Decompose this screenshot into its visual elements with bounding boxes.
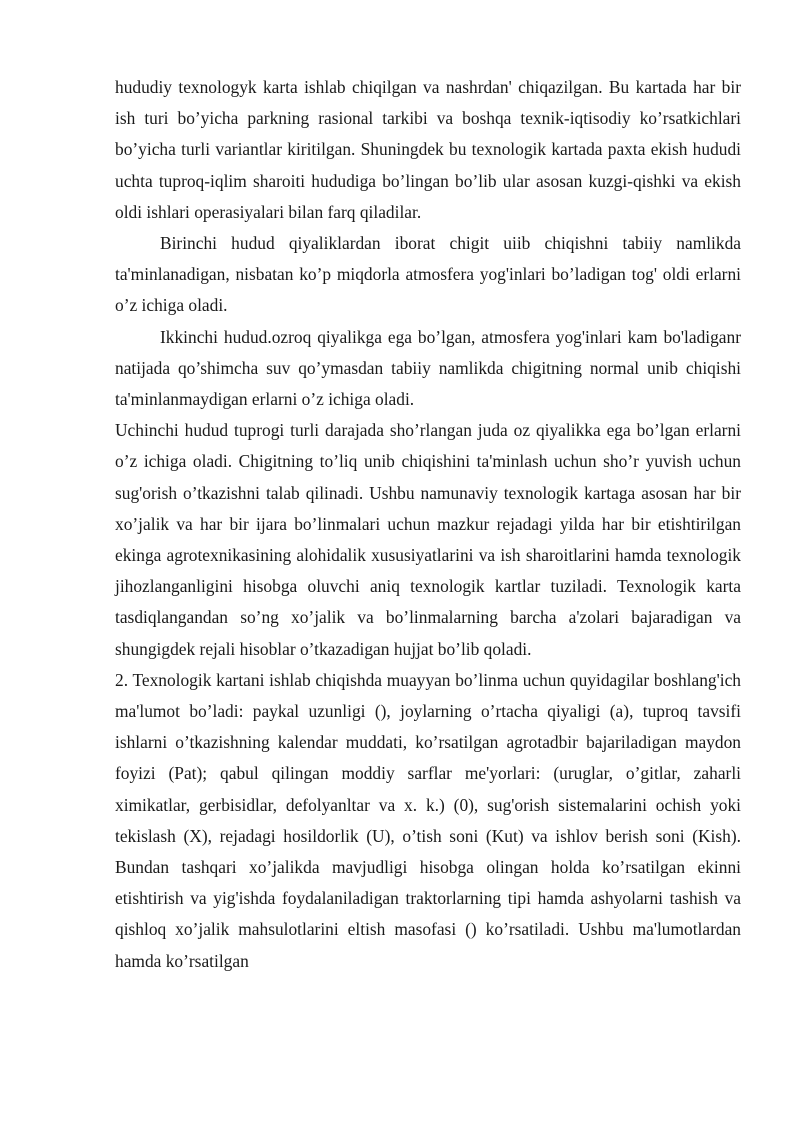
paragraph-third-zone: Uchinchi hudud tuprogi turli darajada sho’rlangan juda oz qiyalikka ega bo’lgan erlarni o’z ichiga oladi. Chigitning to’liq unib chiqishini ta'minlash uchun sho’r yuvish uchun sug'orish o’tkazishni talab qilinadi. Ushbu namunaviy texnologik kartaga asosan har bir xo’jalik va har bir ijara bo’linmalari uchun mazkur rejadagi yilda har bir etishtirilgan ekinga agrotexnikasining alohidalik xususiyatlarini va ish sharoitlarini hamda texnologik jihozlanganligini hisobga oluvchi aniq texnologik kartlar tuziladi. Texnologik karta tasdiqlangandan so’ng xo’jalik va bo’linmalarning barcha a'zolari bajaradigan va shungigdek rejali hisoblar o’tkazadigan hujjat bo’lib qoladi. bbox=[115, 420, 741, 659]
paragraph-intro: hududiy texnologyk karta ishlab chiqilgan va nashrdan' chiqazilgan. Bu kartada har bir ish turi bo’yicha parkning rasional tarkibi va boshqa texnik-iqtisodiy ko’rsatkichlari bo’yicha turli variantlar kiritilgan. Shuningdek bu texnologik kartada paxta ekish hududi uchta tuproq-iqlim sharoiti hududiga bo’lingan bo’lib ular asosan kuzgi-qishki va ekish oldi ishlari operasiyalari bilan farq qiladilar. bbox=[115, 77, 741, 222]
document-page bbox=[115, 72, 741, 977]
paragraph-first-zone: Birinchi hudud qiyaliklardan iborat chigit uiib chiqishni tabiiy namlikda ta'minlanadigan, nisbatan ko’p miqdorla atmosfera yog'inlari bo’ladigan tog' oldi erlarni o’z ichiga oladi. bbox=[115, 233, 741, 316]
paragraph-section-2: 2. Texnologik kartani ishlab chiqishda muayyan bo’linma uchun quyidagilar boshlang'ich ma'lumot bo’ladi: paykal uzunligi (), joylarning o’rtacha qiyaligi (a), tuproq tavsifi ishlarni o’tkazishning kalendar muddati, ko’rsatilgan agrotadbir bajariladigan maydon foyizi (Pat); qabul qilingan moddiy sarflar me'yorlari: (uruglar, o’gitlar, zaharli ximikatlar, gerbisidlar, defolyanltar va x. k.) (0), sug'orish sistemalarini ochish yoki tekislash (X), rejadagi hosildorlik (U), o’tish soni (Kut) va ishlov berish soni (Kish). Bundan tashqari xo’jalikda mavjudligi hisobga olingan holda ko’rsatilgan ekinni etishtirish va yig'ishda foydalaniladigan traktorlarning tipi hamda ashyolarni tashish va qishloq xo’jalik mahsulotlarini eltish masofasi () ko’rsatiladi. Ushbu ma'lumotlardan hamda ko’rsatilgan bbox=[115, 669, 741, 971]
paragraph-second-zone: Ikkinchi hudud.ozroq qiyalikga ega bo’lgan, atmosfera yog'inlari kam bo'ladiganr natijada qo’shimcha suv qo’ymasdan tabiiy namlikda chigitning normal unib chiqishi ta'minlanmaydigan erlarni o’z ichiga oladi. bbox=[115, 326, 741, 410]
